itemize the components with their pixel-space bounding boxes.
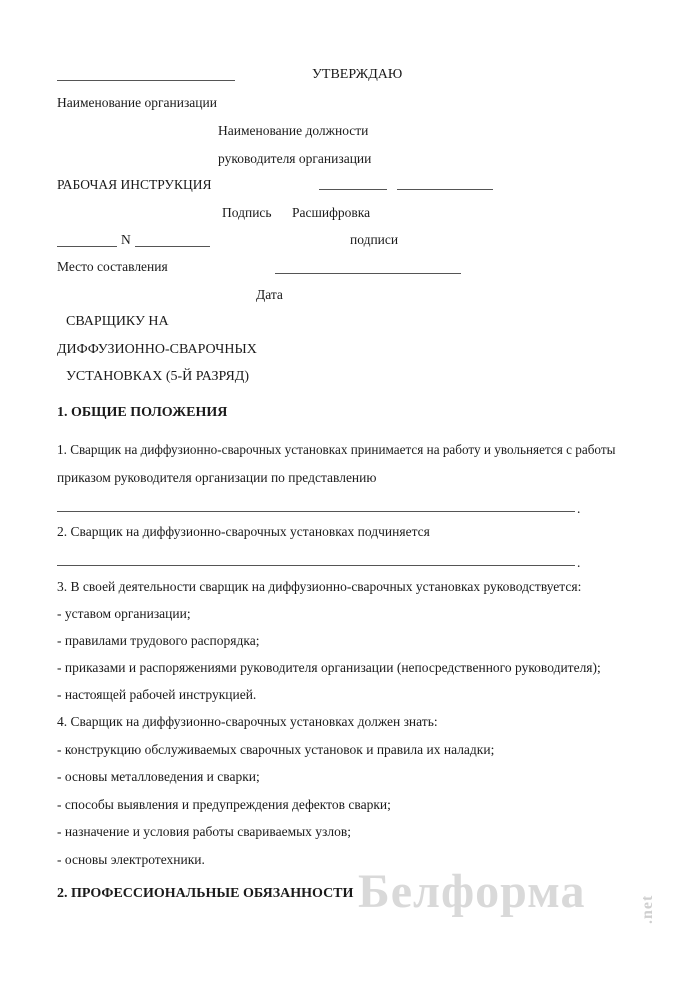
paragraph-2: 2. Сварщик на диффузионно-сварочных установках подчиняется [57, 524, 430, 539]
doc-type-label: РАБОЧАЯ ИНСТРУКЦИЯ [57, 177, 212, 192]
position-label-1: Наименование должности [218, 123, 369, 138]
place-label: Место составления [57, 259, 168, 274]
list-item: - основы металловедения и сварки; [57, 769, 260, 784]
list-item: - основы электротехники. [57, 852, 205, 867]
list-item: - уставом организации; [57, 606, 191, 621]
list-item: - приказами и распоряжениями руководителя организации (непосредственного руководителя); [57, 660, 601, 675]
paragraph-1-line-2: приказом руководителя организации по представлению [57, 470, 377, 485]
number-label: N [121, 232, 131, 247]
section-1-heading: 1. ОБЩИЕ ПОЛОЖЕНИЯ [57, 405, 228, 420]
list-item: - назначение и условия работы свариваемых узлов; [57, 824, 352, 839]
paragraph-2-fill-line [57, 565, 575, 566]
title-line-3: УСТАНОВКАХ (5-Й РАЗРЯД) [66, 369, 249, 384]
decoding-line [397, 189, 493, 190]
decoding-label-2: подписи [350, 232, 399, 247]
date-line [275, 273, 461, 274]
decoding-label: Расшифровка [292, 205, 371, 220]
paragraph-1-line-1: 1. Сварщик на диффузионно-сварочных установках принимается на работу и увольняется с работы [57, 442, 616, 457]
paragraph-4: 4. Сварщик на диффузионно-сварочных установках должен знать: [57, 714, 438, 729]
position-label-2: руководителя организации [218, 151, 372, 166]
doc-date-line [57, 246, 117, 247]
list-item: - настоящей рабочей инструкцией. [57, 687, 257, 702]
watermark-brand: Белформа [358, 865, 586, 918]
approve-heading: УТВЕРЖДАЮ [312, 67, 403, 82]
org-name-label: Наименование организации [57, 95, 217, 110]
paragraph-1-fill-line [57, 511, 575, 512]
list-item: - способы выявления и предупреждения дефектов сварки; [57, 797, 391, 812]
paragraph-2-period: . [577, 555, 581, 570]
doc-number-line [135, 246, 210, 247]
list-item: - правилами трудового распорядка; [57, 633, 260, 648]
paragraph-1-period: . [577, 501, 581, 516]
title-line-2: ДИФФУЗИОННО-СВАРОЧНЫХ [57, 342, 257, 357]
watermark-logo [358, 865, 656, 924]
watermark-suffix: .net [639, 894, 656, 924]
section-2-heading: 2. ПРОФЕССИОНАЛЬНЫЕ ОБЯЗАННОСТИ [57, 886, 354, 901]
org-name-line [57, 80, 235, 81]
signature-label: Подпись [222, 205, 272, 220]
list-item: - конструкцию обслуживаемых сварочных установок и правила их наладки; [57, 742, 495, 757]
title-line-1: СВАРЩИКУ НА [66, 314, 169, 329]
paragraph-3: 3. В своей деятельности сварщик на диффузионно-сварочных установках руководствуется: [57, 579, 582, 594]
date-label: Дата [256, 287, 283, 302]
signature-line [319, 189, 387, 190]
